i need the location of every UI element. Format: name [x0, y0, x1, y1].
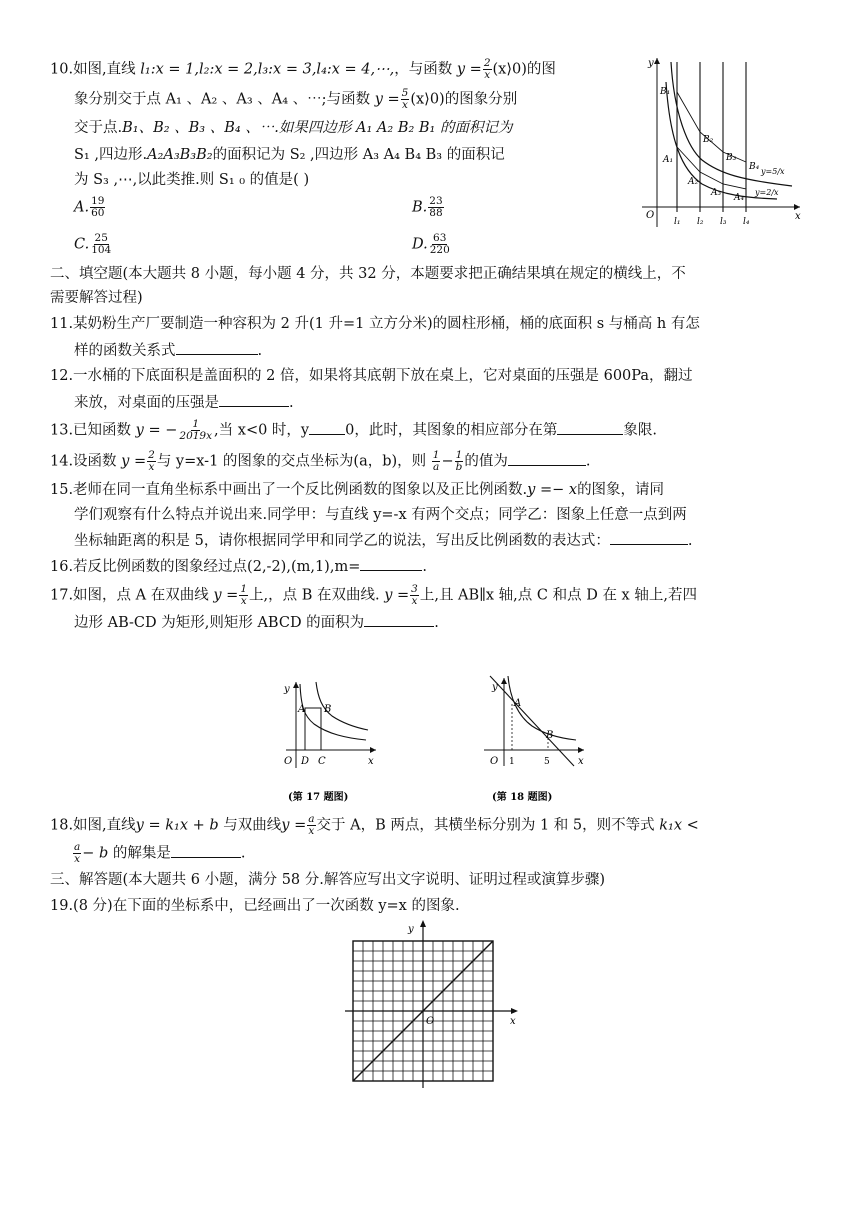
- q10-fig-l3: l₃: [720, 217, 727, 227]
- q10-fig-l1: l₁: [674, 217, 681, 227]
- q10-fig-b4: B₄: [749, 162, 760, 172]
- q14-line: 14.设函数 y = $\frac{2}{x}$ 与 y=x-1 的图象的交点坐标为(a，b)，则 $\frac{1}{a}$ − $\frac{1}{b}$ 的值为 .: [50, 449, 591, 473]
- q15-line1: 15.老师在同一直角坐标系中画出了一个反比例函数的图象以及正比例函数.y =− x的图象，请同: [50, 482, 665, 498]
- q18-answer-blank[interactable]: [171, 843, 241, 858]
- q10-option-d[interactable]: D. $\frac{63}{220}$: [412, 232, 450, 256]
- fig18-tick-5: 5: [544, 757, 550, 767]
- q10-fig-curve5: y=5/x: [761, 167, 785, 176]
- fig19-y-label: y: [408, 924, 414, 935]
- q10-fig-curve2: y=2/x: [755, 188, 779, 197]
- q10-option-c[interactable]: C. $\frac{25}{104}$: [74, 232, 112, 256]
- q16-line: 16.若反比例函数的图象经过点(2,-2),(m,1),m= .: [50, 556, 427, 577]
- q11-line2: 样的函数关系式 .: [74, 340, 262, 361]
- q10-fig-b1: B₁: [660, 87, 671, 97]
- fig17-y-label: y: [284, 684, 290, 695]
- q13-blank-quadrant[interactable]: [557, 420, 623, 435]
- q11-line1: 11.某奶粉生产厂要制造一种容积为 2 升(1 升=1 立方分米)的圆柱形桶，桶的底面积 s 与桶高 h 有怎: [50, 316, 700, 332]
- q15-line3: 坐标轴距离的积是 5，请你根据同学甲和同学乙的说法，写出反比例函数的表达式： .: [74, 530, 692, 551]
- q10-figure: [632, 52, 807, 230]
- q18-line2: $\frac{a}{x}$ − b 的解集是 .: [74, 841, 246, 865]
- section2-heading: 二、填空题(本大题共 8 小题，每小题 4 分，共 32 分，本题要求把正确结果填在规定的横线上，不: [50, 266, 686, 282]
- fig18: [478, 666, 590, 806]
- fig19-origin: O: [426, 1016, 435, 1027]
- q10-fig-a3: A₃: [711, 188, 722, 198]
- q15-line2: 学们观察有什么特点并说出来.同学甲：与直线 y=-x 有两个交点；同学乙：图象上任意一点到两: [74, 507, 687, 523]
- q10-fig-a2: A₂: [688, 177, 699, 187]
- fig17-caption: (第 17 题图): [288, 792, 349, 803]
- q18-line1: 18.如图,直线y = k₁x + b 与双曲线y = $\frac{a}{x}$ 交于 A，B 两点，其横坐标分别为 1 和 5，则不等式 k₁x <: [50, 813, 699, 837]
- fig18-point-b: B: [546, 730, 554, 741]
- q10-fig-l2: l₂: [697, 217, 704, 227]
- fig17-point-b: B: [324, 704, 332, 715]
- q10-fig-y-label: y: [648, 58, 654, 69]
- q15-answer-blank[interactable]: [610, 530, 688, 545]
- section2-heading-cont: 需要解答过程): [50, 290, 143, 306]
- q11-answer-blank[interactable]: [176, 340, 258, 355]
- q17-line1: 17.如图，点 A 在双曲线 y = $\frac{1}{x}$ 上,，点 B 在双曲线. y = $\frac{3}{x}$ 上,且 AB∥x 轴,点 C 和点 D 在 x 轴上,若四: [50, 583, 697, 607]
- fig17-origin: O: [284, 756, 293, 767]
- q12-answer-blank[interactable]: [219, 392, 289, 407]
- q10-option-a[interactable]: A. $\frac{19}{60}$: [74, 195, 105, 219]
- q10-fig-a4: A₄: [734, 193, 745, 203]
- q10-fig-x-label: x: [795, 211, 801, 222]
- fig19-x-label: x: [510, 1016, 516, 1027]
- q10-line1: 10.如图,直线 l₁:x = 1,l₂:x = 2,l₃:x = 3,l₄:x = 4,⋯,，与函数 y = $\frac{2}{x}$ (x⟩0)的图: [50, 57, 556, 81]
- fig17-point-d: D: [301, 756, 310, 767]
- q19-line: 19.(8 分)在下面的坐标系中，已经画出了一次函数 y=x 的图象.: [50, 898, 460, 914]
- fig18-tick-1: 1: [509, 757, 515, 767]
- q10-fig-b3: B₃: [726, 153, 737, 163]
- q10-line5: 为 S₃ ,⋯,以此类推.则 S₁ ₀ 的值是( ): [74, 172, 310, 188]
- q10-fig-a1: A₁: [663, 155, 674, 165]
- q12-line1: 12.一水桶的下底面积是盖面积的 2 倍，如果将其底朝下放在桌上，它对桌面的压强是 600Pa，翻过: [50, 368, 693, 384]
- fig18-x-label: x: [578, 756, 584, 767]
- fig17-point-c: C: [318, 756, 326, 767]
- fig18-point-a: A: [514, 698, 522, 709]
- fig17-x-label: x: [368, 756, 374, 767]
- fig17-point-a: A: [298, 704, 306, 715]
- q10-fig-l4: l₄: [743, 217, 750, 227]
- q13-blank-sign[interactable]: [309, 420, 345, 435]
- q17-line2: 边形 AB-CD 为矩形,则矩形 ABCD 的面积为 .: [74, 612, 439, 633]
- fig18-y-label: y: [492, 682, 498, 693]
- q10-fig-origin: O: [646, 210, 655, 221]
- q10-fig-b2: B₂: [703, 135, 714, 145]
- q13-line: 13.已知函数 y = − $\frac{1}{2019x}$ ,当 x<0 时，y 0，此时，其图象的相应部分在第 象限.: [50, 418, 657, 442]
- fig18-caption: (第 18 题图): [492, 792, 553, 803]
- section3-heading: 三、解答题(本大题共 6 小题，满分 58 分.解答应写出文字说明、证明过程或演算步骤): [50, 872, 606, 888]
- q10-line4: S₁ ,四边形.A₂A₃B₃B₂的面积记为 S₂ ,四边形 A₃ A₄ B₄ B₃ 的面积记: [74, 147, 505, 163]
- q10-option-b[interactable]: B. $\frac{23}{88}$: [412, 195, 443, 219]
- q10-line2: 象分别交于点 A₁ 、A₂ 、A₃ 、A₄ 、⋯;与函数 y = $\frac{5}{x}$ (x⟩0)的图象分别: [74, 87, 518, 111]
- q14-answer-blank[interactable]: [508, 451, 586, 466]
- q12-line2: 来放，对桌面的压强是 .: [74, 392, 294, 413]
- fig18-origin: O: [490, 756, 499, 767]
- q17-answer-blank[interactable]: [364, 612, 434, 627]
- fig17: [278, 676, 380, 806]
- q16-answer-blank[interactable]: [360, 556, 422, 571]
- q10-line3: 交于点.B₁、B₂ 、B₃ 、B₄ 、⋯.如果四边形 A₁ A₂ B₂ B₁ 的面积记为: [74, 120, 513, 136]
- fig19-grid: [340, 920, 530, 1090]
